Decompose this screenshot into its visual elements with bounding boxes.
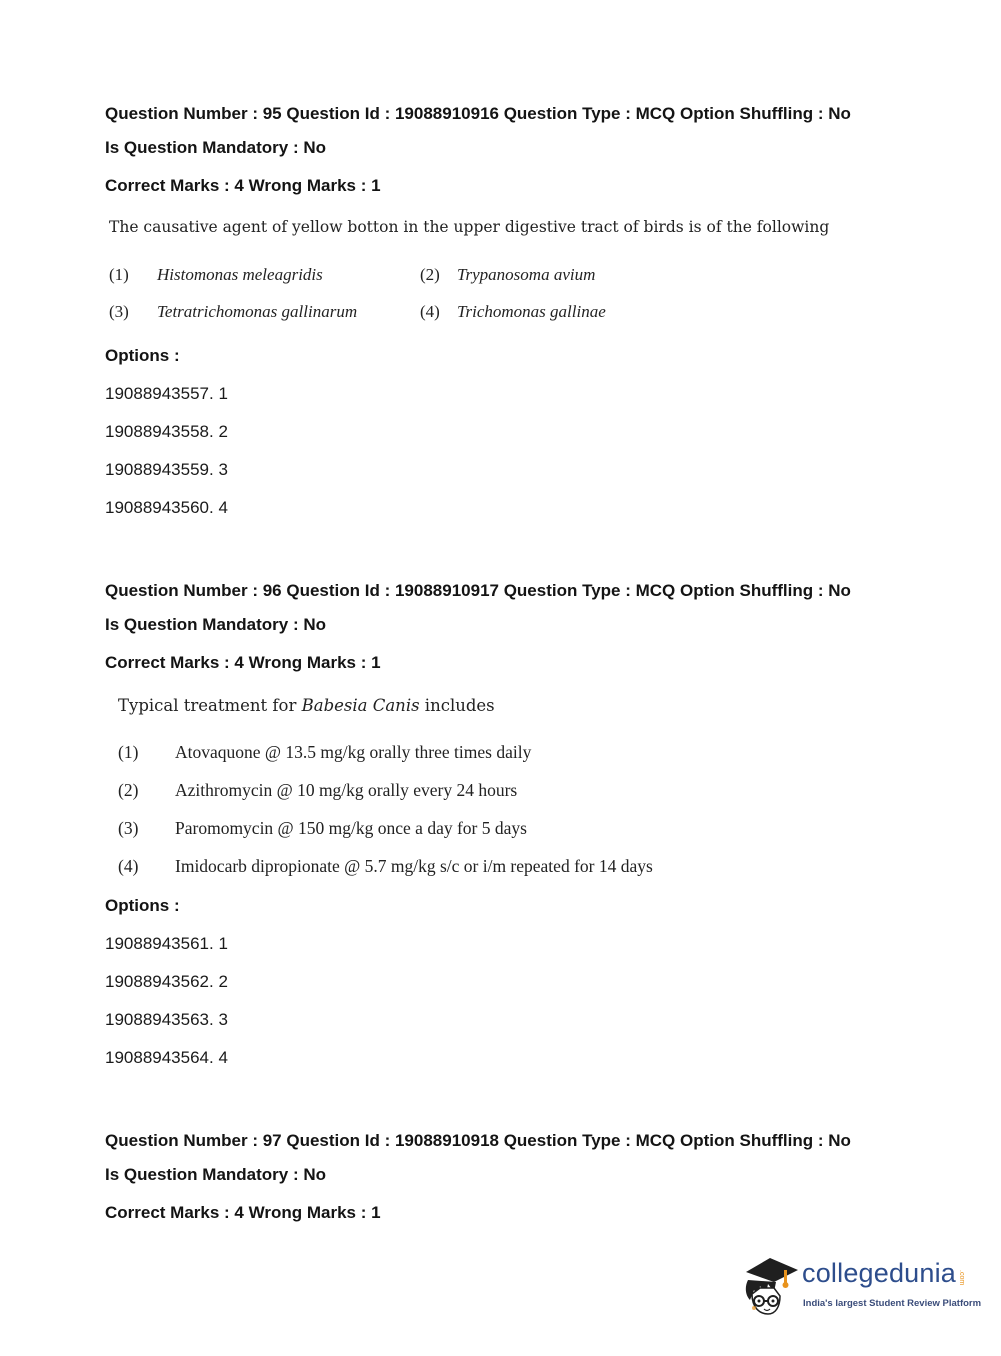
choice-number: (4) xyxy=(420,302,440,321)
question-header: Question Number : 97 Question Id : 19088910918 Question Type : MCQ Option Shuffling : No xyxy=(105,1131,851,1150)
choice-text: Histomonas meleagridis xyxy=(157,265,323,284)
option-id: 19088943563. 3 xyxy=(105,1010,228,1029)
option-id: 19088943561. 1 xyxy=(105,934,228,953)
choice-text: Azithromycin @ 10 mg/kg orally every 24 hours xyxy=(175,780,518,800)
question-text: The causative agent of yellow botton in the upper digestive tract of birds is of the following xyxy=(109,218,830,236)
choice-text: Imidocarb dipropionate @ 5.7 mg/kg s/c or i/m repeated for 14 days xyxy=(175,856,653,876)
question-text-species: Babesia Canis xyxy=(301,696,420,715)
collegedunia-logo xyxy=(740,1250,982,1322)
choice-text: Tetratrichomonas gallinarum xyxy=(157,302,358,321)
option-id: 19088943559. 3 xyxy=(105,460,228,479)
options-label: Options : xyxy=(105,346,180,365)
choice-text: Atovaquone @ 13.5 mg/kg orally three times daily xyxy=(175,742,532,762)
question-mandatory: Is Question Mandatory : No xyxy=(105,615,327,634)
choice-text: Trichomonas gallinae xyxy=(457,302,606,321)
choice-number: (4) xyxy=(118,856,139,876)
option-id: 19088943560. 4 xyxy=(105,498,228,517)
option-id: 19088943558. 2 xyxy=(105,422,228,441)
question-marks: Correct Marks : 4 Wrong Marks : 1 xyxy=(105,1203,381,1222)
choice-text: Trypanosoma avium xyxy=(457,265,596,284)
option-id: 19088943562. 2 xyxy=(105,972,228,991)
question-marks: Correct Marks : 4 Wrong Marks : 1 xyxy=(105,653,381,672)
question-header: Question Number : 95 Question Id : 19088910916 Question Type : MCQ Option Shuffling : No xyxy=(105,104,851,123)
logo-tagline: India's largest Student Review Platform xyxy=(803,1298,982,1309)
choice-number: (2) xyxy=(420,265,440,284)
option-id: 19088943557. 1 xyxy=(105,384,228,403)
choice-number: (1) xyxy=(109,265,129,284)
question-text-post: includes xyxy=(419,696,495,715)
question-mandatory: Is Question Mandatory : No xyxy=(105,138,327,157)
question-marks: Correct Marks : 4 Wrong Marks : 1 xyxy=(105,176,381,195)
choice-text: Paromomycin @ 150 mg/kg once a day for 5 days xyxy=(175,818,527,838)
mascot-icon xyxy=(740,1250,802,1322)
question-header: Question Number : 96 Question Id : 19088910917 Question Type : MCQ Option Shuffling : No xyxy=(105,581,851,600)
options-label: Options : xyxy=(105,896,180,915)
choice-number: (1) xyxy=(118,742,139,762)
choice-number: (3) xyxy=(118,818,139,838)
choice-number: (2) xyxy=(118,780,139,800)
question-mandatory: Is Question Mandatory : No xyxy=(105,1165,327,1184)
logo-com: .com xyxy=(958,1270,965,1286)
question-text-pre: Typical treatment for xyxy=(118,696,302,715)
question-text xyxy=(118,696,495,715)
logo-name: collegedunia xyxy=(802,1258,957,1288)
choice-number: (3) xyxy=(109,302,129,321)
option-id: 19088943564. 4 xyxy=(105,1048,228,1067)
